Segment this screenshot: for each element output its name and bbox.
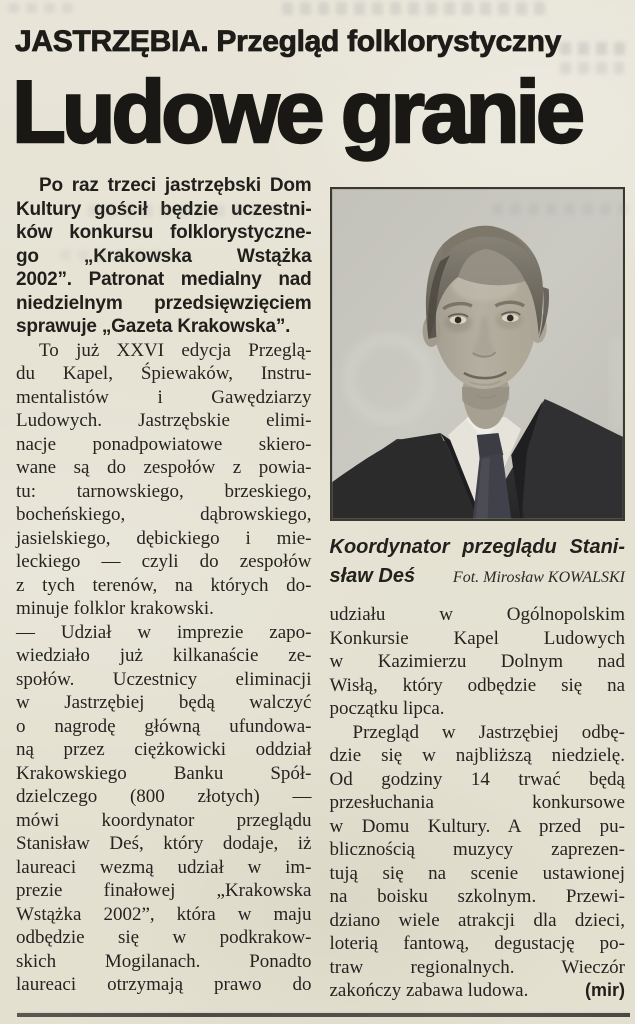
text-line: początku lipca. [329,698,445,719]
article-headline: Ludowe granie [12,62,581,161]
portrait-photo [330,187,626,521]
photo-caption [330,533,626,592]
text-line: w Domu Kultury. A przed pu- [329,815,625,837]
text-line: minuje folklor krakowski. [16,598,214,619]
text-line: blicznością muzycy zaprezen- [329,839,625,860]
text-line: traw regionalnych. Wieczór [329,956,625,978]
text-line: wane są do zespołów z powia- [16,457,312,478]
text-line: Konkursie Kapel Ludowych [329,627,625,649]
text-line: niedzielnym przedsięwzięciem [16,292,312,314]
text-line: ną przez ciężkowicki oddział [16,739,312,760]
text-line: Wstążka 2002”, która w maju [16,903,312,925]
text-line: Stanisław Deś, który dodaje, iż [16,833,312,854]
text-line: w Kazimierzu Dolnym nad [329,651,625,672]
text-line: sprawuje „Gazeta Krakowska”. [16,316,291,337]
text-line: na boisku szkolnym. Przewi- [329,886,625,907]
text-line: Wisłą, który odbędzie się na [329,674,625,696]
text-line: z tych terenów, na których do- [16,574,312,596]
text-line: dzie się w najbliższą niedzielę. [329,745,625,766]
text-line: prezie finałowej „Krakowska [16,880,312,901]
article-header [0,24,635,160]
text-line: Kultury gościł będzie uczestni- [16,198,312,220]
bottom-rule-divider [17,1013,630,1017]
portrait-photo-illustration [332,189,624,519]
print-bleed-artifact [8,3,74,13]
text-line: mentalistów i Gawędziarzy [16,386,312,408]
text-line: loterią fantową, degustację po- [329,933,625,954]
text-line: skich Mogilanach. Ponadto [16,950,312,972]
text-line: nacje ponadpowiatowe skiero- [16,433,312,455]
text-line: dziano wiele atrakcji dla dzieci, [329,909,625,931]
text-line: Krakowskiego Banku Spół- [16,762,312,784]
text-line: Przegląd w Jastrzębiej odbę- [352,721,625,743]
photo-credit: Fot. Mirosław KOWALSKI [452,569,625,586]
text-line: tują się na scenie ustawionej [329,862,625,884]
body-paragraph [16,621,312,997]
left-column [16,174,312,997]
text-line: jasielskiego, dębickiego i mie- [16,527,312,549]
text-line: w Jastrzębiej będą walczyć [16,692,312,713]
text-line: społów. Uczestnicy eliminacji [16,668,312,690]
body-paragraph [330,721,626,980]
text-line: laureaci otrzymają prawo do [16,974,312,995]
body-paragraph [16,339,312,621]
text-line: 2002”. Patronat medialny nad [16,269,312,290]
author-byline: (mir) [585,980,625,1000]
right-column-text [330,603,626,1003]
text-line: ków konkursu folklorystyczne- [16,222,312,243]
text-line: laureaci wezmą udział w im- [16,856,312,878]
text-line: Ludowych. Jastrzębskie elimi- [16,410,312,431]
text-line: udziału w Ogólnopolskim [329,604,625,625]
right-column [330,174,626,1003]
text-line: go „Krakowska Wstążka [16,245,312,267]
body-paragraph [330,603,626,721]
article-body [0,160,635,1003]
photo-caption-line: sław Deś [329,565,416,587]
text-line: o nagrodę główną ufundowa- [16,715,312,737]
text-line: odbędzie się w podkrakow- [16,927,312,948]
text-line: wiedziało już kilkanaście ze- [16,645,312,666]
text-line: leckiego — czyli do zespołów [16,551,312,572]
text-line: Po raz trzeci jastrzębski Dom [39,175,312,196]
print-bleed-artifact [282,2,550,15]
text-line: przesłuchania konkursowe [329,792,625,813]
text-line: — Udział w imprezie zapo- [16,621,312,643]
lead-paragraph [16,174,312,339]
photo-bleed-mark [609,339,623,429]
text-line: mówi koordynator przeglądu [16,809,312,831]
article-kicker: JASTRZĘBIA. Przegląd folklorystyczny [15,25,562,58]
text-line: Od godziny 14 trwać będą [329,768,625,790]
closing-line [330,979,626,1003]
text-line: bocheńskiego, dąbrowskiego, [16,504,312,525]
text-line: dzielczego (800 złotych) — [16,786,312,807]
text-line: To już XXVI edycja Przeglą- [39,339,312,361]
text-line: du Kapel, Śpiewaków, Instru- [16,363,312,384]
photo-caption-line: Koordynator przeglądu Stani- [329,536,625,558]
closing-text: zakończy zabawa ludowa. [329,980,529,1001]
text-line: tu: tarnowskiego, brzeskiego, [16,480,312,502]
